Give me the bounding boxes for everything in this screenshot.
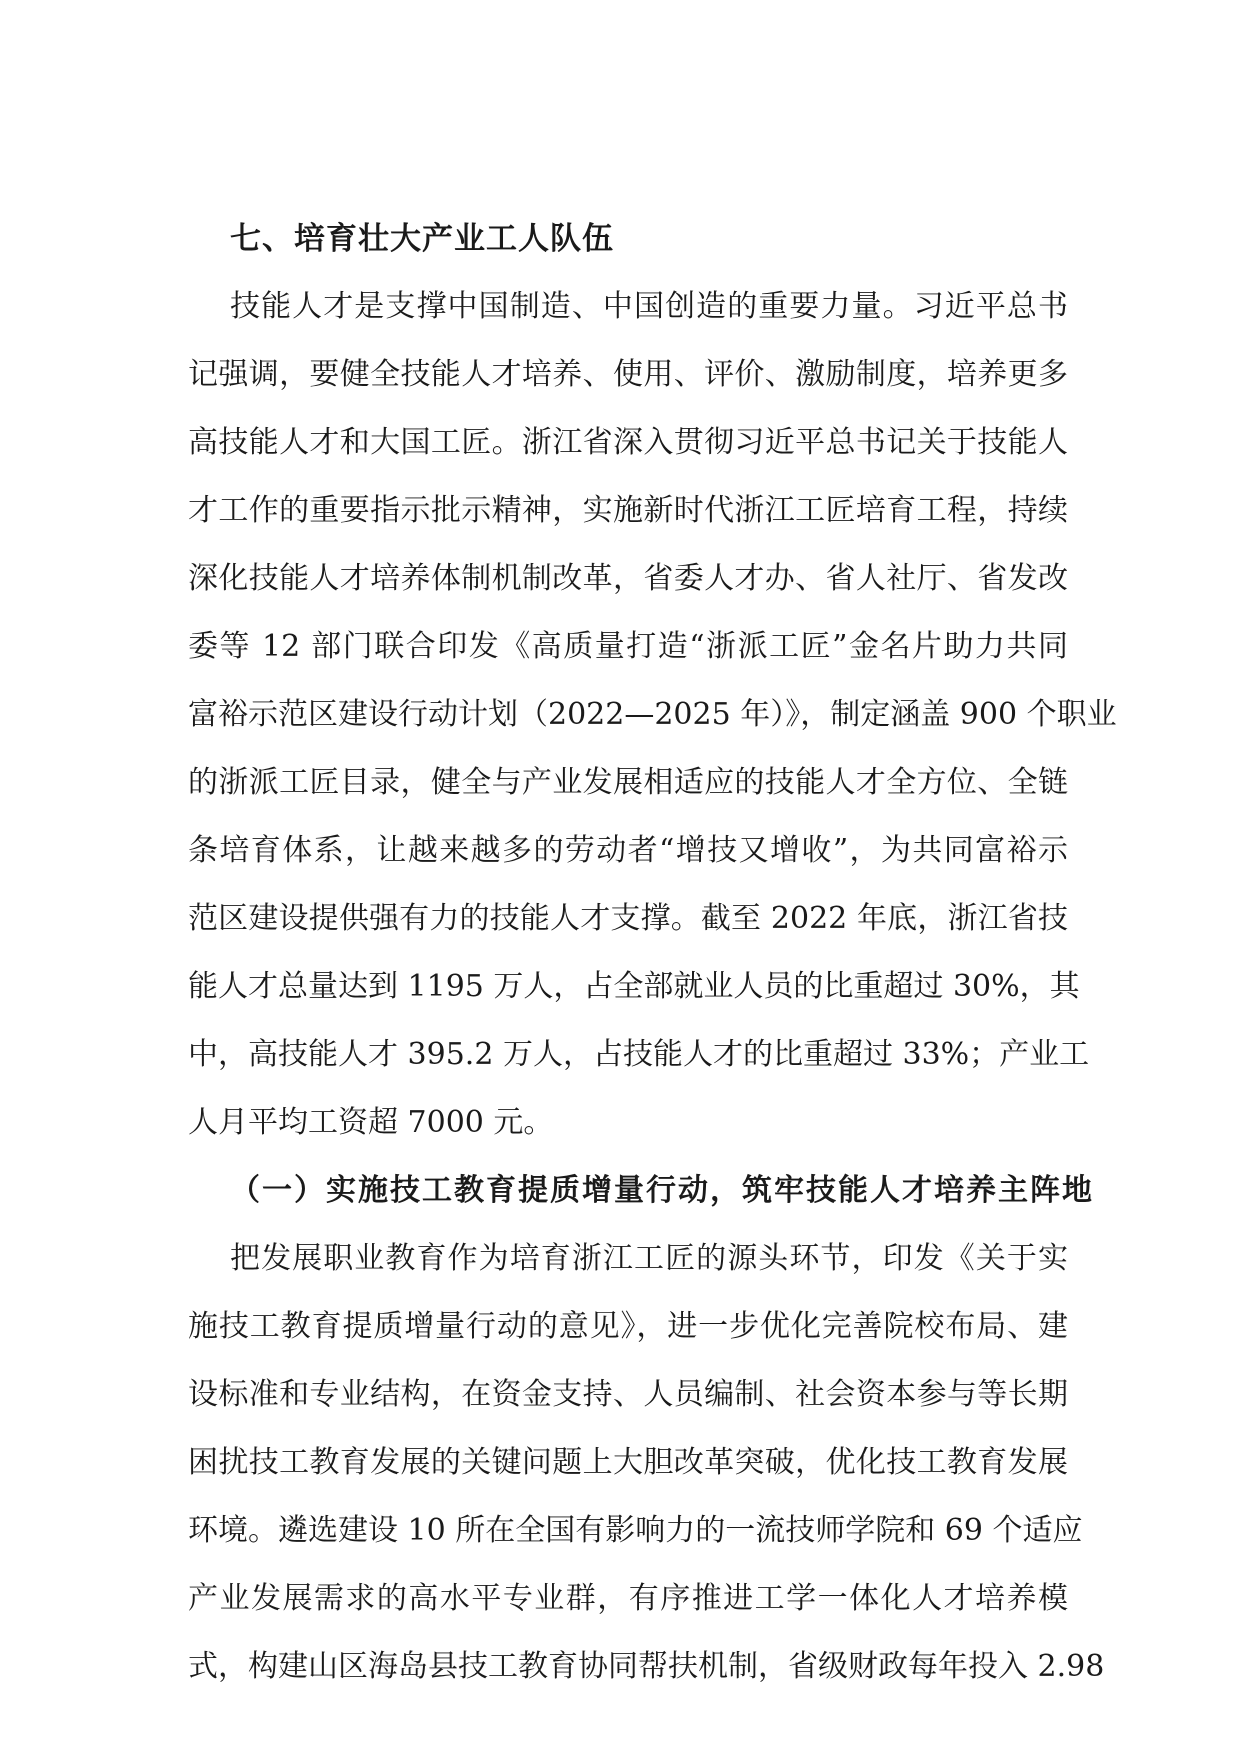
paragraph-line: 把发展职业教育作为培育浙江工匠的源头环节，印发《关于实: [230, 1241, 1068, 1276]
paragraph-line: 设标准和专业结构，在资金支持、人员编制、社会资本参与等长期: [188, 1377, 1068, 1412]
paragraph-line: 环境。遴选建设 10 所在全国有影响力的一流技师学院和 69 个适应: [188, 1513, 1083, 1548]
paragraph-line: 富裕示范区建设行动计划（2022—2025 年）》，制定涵盖 900 个职业: [188, 697, 1117, 732]
paragraph-line: 人月平均工资超 7000 元。: [188, 1105, 554, 1140]
paragraph-line: 式，构建山区海岛县技工教育协同帮扶机制，省级财政每年投入 2.98: [188, 1649, 1105, 1684]
paragraph-line: 中，高技能人才 395.2 万人，占技能人才的比重超过 33%；产业工: [188, 1037, 1090, 1072]
paragraph-line: 能人才总量达到 1195 万人，占全部就业人员的比重超过 30%，其: [188, 969, 1080, 1004]
sub-heading: （一）实施技工教育提质增量行动，筑牢技能人才培养主阵地: [230, 1173, 1094, 1208]
paragraph-line: 范区建设提供强有力的技能人才支撑。截至 2022 年底，浙江省技: [188, 901, 1068, 936]
section-heading: 七、培育壮大产业工人队伍: [230, 221, 614, 257]
paragraph-line: 施技工教育提质增量行动的意见》，进一步优化完善院校布局、建: [188, 1309, 1068, 1344]
paragraph-line: 困扰技工教育发展的关键问题上大胆改革突破，优化技工教育发展: [188, 1445, 1068, 1480]
paragraph-line: 产业发展需求的高水平专业群，有序推进工学一体化人才培养模: [188, 1581, 1068, 1616]
paragraph-line: 委等 12 部门联合印发《高质量打造“浙派工匠”金名片助力共同: [188, 629, 1068, 664]
paragraph-line: 记强调，要健全技能人才培养、使用、评价、激励制度，培养更多: [188, 357, 1068, 392]
document-body: [188, 205, 1117, 1701]
paragraph-2: [188, 1225, 1105, 1701]
paragraph-line: 深化技能人才培养体制机制改革，省委人才办、省人社厅、省发改: [188, 561, 1068, 596]
paragraph-line: 才工作的重要指示批示精神，实施新时代浙江工匠培育工程，持续: [188, 493, 1068, 528]
paragraph-line: 的浙派工匠目录，健全与产业发展相适应的技能人才全方位、全链: [188, 765, 1068, 800]
paragraph-1: [188, 273, 1117, 1157]
paragraph-line: 高技能人才和大国工匠。浙江省深入贯彻习近平总书记关于技能人: [188, 425, 1068, 460]
paragraph-line: 技能人才是支撑中国制造、中国创造的重要力量。习近平总书: [230, 289, 1068, 324]
paragraph-line: 条培育体系，让越来越多的劳动者“增技又增收”，为共同富裕示: [188, 833, 1068, 868]
